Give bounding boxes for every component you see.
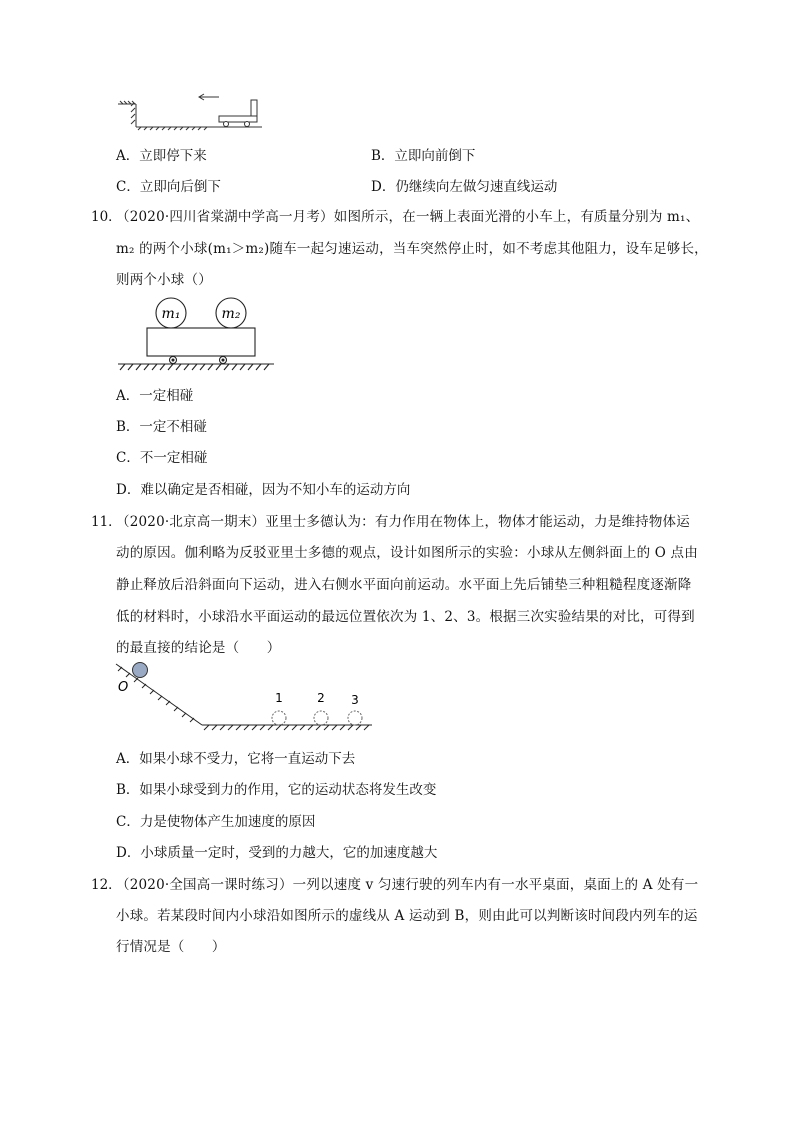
q12-stem-line-3: 行情况是（ ） bbox=[116, 939, 226, 955]
position-label-2: 2 bbox=[317, 691, 325, 705]
option-label: A． bbox=[116, 388, 140, 404]
q11-stem-line-3: 静止释放后沿斜面向下运动，进入右侧水平面向前运动。水平面上先后铺垫三种粗糙程度逐渐降 bbox=[116, 577, 692, 593]
option-text: 立即向前倒下 bbox=[394, 148, 476, 164]
option-text: 仍继续向左做匀速直线运动 bbox=[395, 179, 558, 195]
ball-m2-label: m₂ bbox=[221, 306, 241, 322]
q11-option-a[interactable] bbox=[116, 747, 355, 767]
position-label-3: 3 bbox=[351, 693, 359, 707]
q11-stem-line-2: 动的原因。伽利略为反驳亚里士多德的观点，设计如图所示的实验：小球从左侧斜面上的 O 点由 bbox=[116, 545, 698, 561]
option-text: 一定不相碰 bbox=[139, 419, 207, 435]
position-label-1: 1 bbox=[275, 691, 283, 705]
point-o-label: O bbox=[118, 680, 129, 695]
q10-stem-line-1: （2020·四川省棠湖中学高一月考）如图所示，在一辆上表面光滑的小车上，有质量分别为 m₁、 bbox=[116, 209, 700, 225]
q12-stem-line-2: 小球。若某段时间内小球沿如图所示的虚线从 A 运动到 B，则由此可以判断该时间段内列车的运 bbox=[116, 908, 698, 924]
position-ball-2 bbox=[314, 711, 328, 725]
q10-stem-line-2: m₂ 的两个小球(m₁＞m₂)随车一起匀速运动，当车突然停止时，如不考虑其他阻力，设车足够长， bbox=[116, 241, 708, 257]
option-label: C． bbox=[116, 814, 140, 830]
ball-m1-label: m₁ bbox=[161, 306, 181, 322]
option-text: 小球质量一定时，受到的力越大，它的加速度越大 bbox=[140, 845, 438, 861]
q12-number: 12． bbox=[91, 877, 122, 893]
position-ball-3 bbox=[348, 711, 362, 725]
q12-stem-line-1: （2020·全国高一课时练习）一列以速度 v 匀速行驶的列车内有一水平桌面，桌面上的 A 处有一 bbox=[116, 877, 699, 893]
option-text: 如果小球不受力，它将一直运动下去 bbox=[139, 751, 356, 767]
q11-stem-line-1: （2020·北京高一期末）亚里士多德认为：有力作用在物体上，物体才能运动，力是维持物体运 bbox=[116, 514, 690, 530]
option-text: 一定相碰 bbox=[139, 388, 194, 404]
option-label: A． bbox=[116, 148, 140, 164]
q11-stem-line-5: 的最直接的结论是（ ） bbox=[116, 640, 281, 656]
option-text: 立即停下来 bbox=[139, 148, 207, 164]
q11-option-c[interactable] bbox=[116, 810, 315, 830]
q11-option-b[interactable] bbox=[116, 778, 436, 798]
q11-option-d[interactable] bbox=[116, 841, 437, 861]
q11-number: 11． bbox=[91, 514, 122, 530]
option-label: B． bbox=[116, 419, 140, 435]
q10-stem-line-3: 则两个小球（） bbox=[116, 272, 212, 288]
option-text: 立即向后倒下 bbox=[139, 179, 221, 195]
start-ball bbox=[133, 663, 148, 678]
option-label: D． bbox=[116, 845, 141, 861]
position-ball-1 bbox=[272, 711, 286, 725]
option-label: C． bbox=[116, 179, 140, 195]
q10-number: 10． bbox=[91, 209, 122, 225]
option-text: 如果小球受到力的作用，它的运动状态将发生改变 bbox=[139, 782, 437, 798]
option-text: 力是使物体产生加速度的原因 bbox=[139, 814, 316, 830]
option-label: A． bbox=[116, 751, 140, 767]
option-label: B． bbox=[371, 148, 395, 164]
option-label: D． bbox=[116, 482, 141, 498]
option-label: D． bbox=[371, 179, 396, 195]
option-label: C． bbox=[116, 450, 140, 466]
option-text: 不一定相碰 bbox=[139, 450, 208, 466]
q11-stem-line-4: 低的材料时，小球沿水平面运动的最远位置依次为 1、2、3。根据三次实验结果的对比，可得到 bbox=[116, 609, 695, 625]
option-label: B． bbox=[116, 782, 140, 798]
option-text: 难以确定是否相碰，因为不知小车的运动方向 bbox=[140, 482, 411, 498]
